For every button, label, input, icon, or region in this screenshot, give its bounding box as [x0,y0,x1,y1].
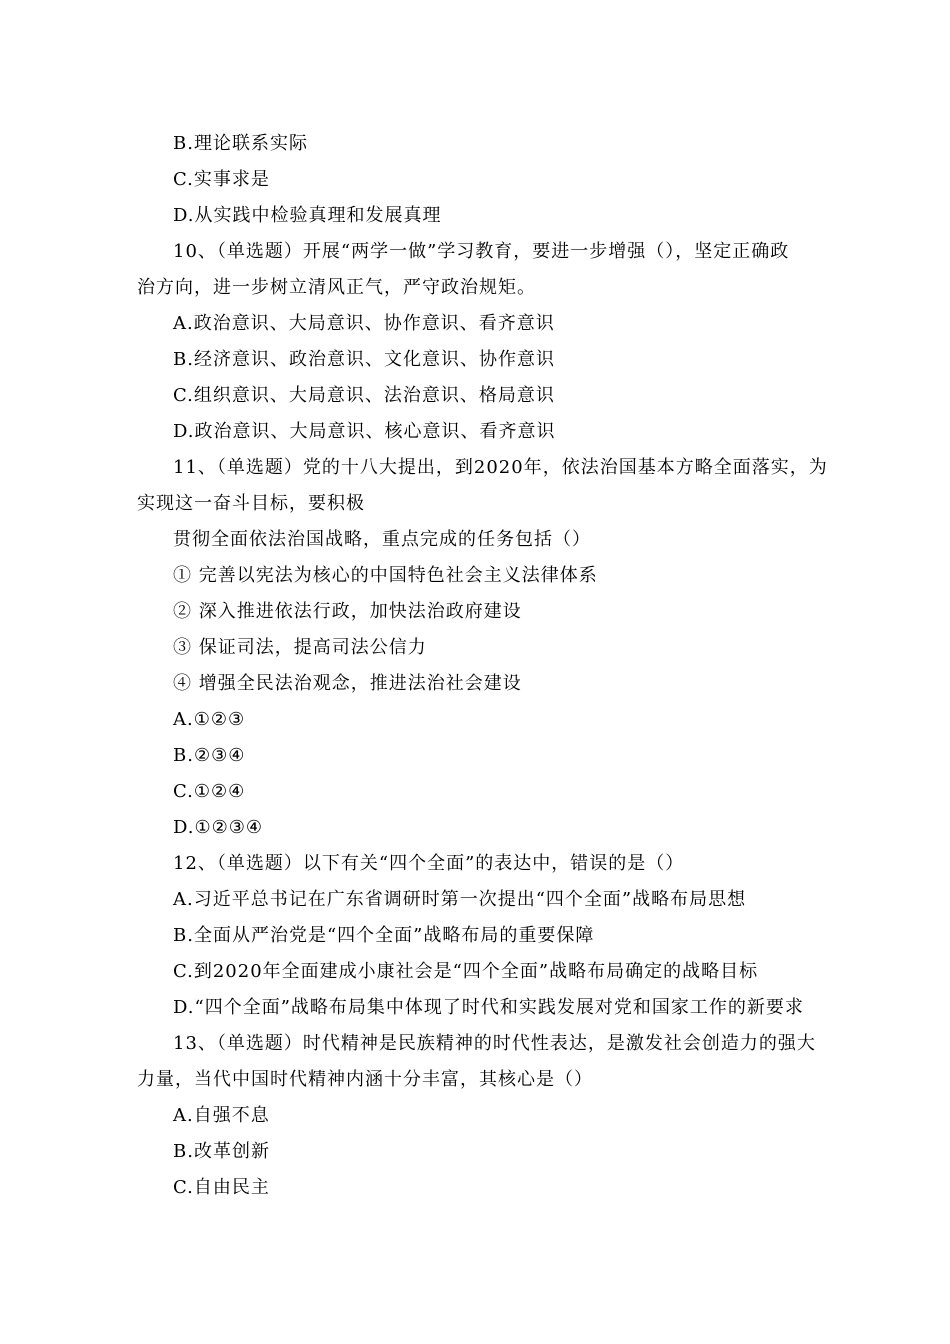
q10-stem-line1: 10、（单选题）开展“两学一做”学习教育，要进一步增强（），坚定正确政 [173,241,790,262]
q9-option-d: D.从实践中检验真理和发展真理 [173,205,442,226]
q12-option-c: C.到2020年全面建成小康社会是“四个全面”战略布局确定的战略目标 [173,961,759,982]
q10-stem-line2: 治方向，进一步树立清风正气，严守政治规矩。 [137,277,536,298]
q12-option-b: B.全面从严治党是“四个全面”战略布局的重要保障 [173,925,595,946]
q11-stem-line2: 实现这一奋斗目标，要积极 [137,493,365,514]
q11-stem-line1: 11、（单选题）党的十八大提出，到2020年，依法治国基本方略全面落实，为 [173,457,828,478]
q11-option-d: D.①②③④ [173,817,264,838]
q10-option-a: A.政治意识、大局意识、协作意识、看齐意识 [173,313,555,334]
q11-stem-line3: 贯彻全面依法治国战略，重点完成的任务包括（） [173,529,591,550]
q11-item-2: ② 深入推进依法行政，加快法治政府建设 [173,601,522,622]
q10-option-d: D.政治意识、大局意识、核心意识、看齐意识 [173,421,556,442]
q11-option-b: B.②③④ [173,745,246,766]
q9-option-b: B.理论联系实际 [173,133,308,154]
q13-option-a: A.自强不息 [173,1105,270,1126]
q11-item-1: ① 完善以宪法为核心的中国特色社会主义法律体系 [173,565,598,586]
q10-option-c: C.组织意识、大局意识、法治意识、格局意识 [173,385,555,406]
q12-option-d: D.“四个全面”战略布局集中体现了时代和实践发展对党和国家工作的新要求 [173,997,804,1018]
q13-stem-line2: 力量，当代中国时代精神内涵十分丰富，其核心是（） [137,1069,593,1090]
q12-stem: 12、（单选题）以下有关“四个全面”的表达中，错误的是（） [173,853,685,874]
q10-option-b: B.经济意识、政治意识、文化意识、协作意识 [173,349,555,370]
q9-option-c: C.实事求是 [173,169,270,190]
q11-item-3: ③ 保证司法，提高司法公信力 [173,637,427,658]
q13-option-b: B.改革创新 [173,1141,270,1162]
q12-option-a: A.习近平总书记在广东省调研时第一次提出“四个全面”战略布局思想 [173,889,747,910]
q13-stem-line1: 13、（单选题）时代精神是民族精神的时代性表达，是激发社会创造力的强大 [173,1033,816,1054]
q11-option-c: C.①②④ [173,781,246,802]
q11-item-4: ④ 增强全民法治观念，推进法治社会建设 [173,673,522,694]
q11-option-a: A.①②③ [173,709,246,730]
q13-option-c: C.自由民主 [173,1177,270,1198]
